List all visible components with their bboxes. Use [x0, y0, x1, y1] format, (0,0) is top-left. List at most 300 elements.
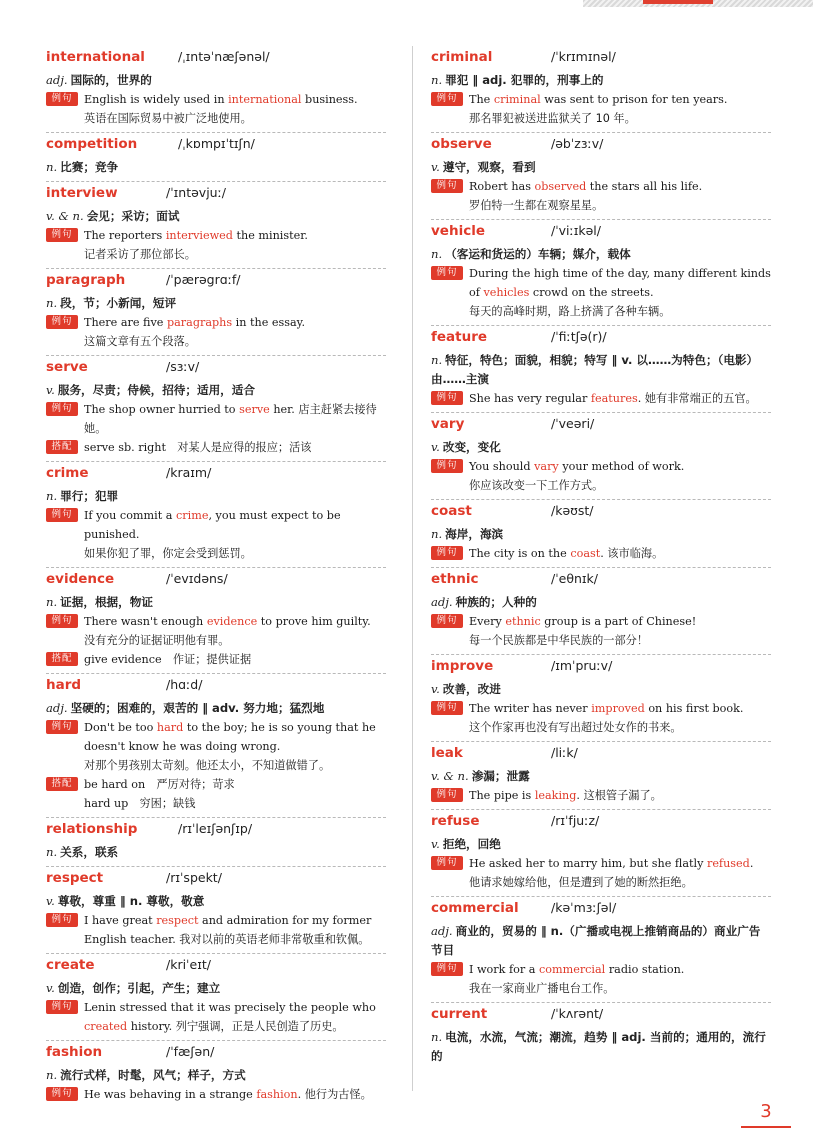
- example-keyword: paragraphs: [166, 316, 233, 329]
- headword: international: [46, 49, 145, 65]
- example-body: [469, 854, 771, 892]
- part-of-speech: v.: [46, 981, 55, 995]
- headword-line: [46, 571, 386, 593]
- example-tag: 例句: [431, 266, 463, 280]
- word-entry: [431, 500, 771, 568]
- word-entry: [431, 326, 771, 413]
- phonetic: /ˌɪntəˈnæʃənəl/: [178, 49, 270, 64]
- collocation-tag: 搭配: [46, 440, 78, 454]
- phonetic: /ˈeθnɪk/: [551, 571, 599, 586]
- example-chinese: 每一个民族都是中华民族的一部分！: [469, 634, 649, 647]
- word-entry: [46, 1041, 386, 1108]
- example-sentence: [431, 544, 771, 563]
- example-text: her. 店主赶紧去接待她。: [84, 403, 377, 435]
- example-sentence: [46, 1085, 386, 1104]
- example-text: radio station.: [605, 963, 685, 976]
- example-chinese: 没有充分的证据证明他有罪。: [84, 634, 230, 647]
- example-english: [469, 544, 771, 563]
- example-body: [469, 177, 771, 215]
- phonetic: /ˌkɒmpɪˈtɪʃn/: [178, 136, 255, 151]
- example-keyword: hard: [156, 721, 184, 734]
- example-text: the stars all his life.: [586, 180, 703, 193]
- headword: coast: [431, 503, 472, 519]
- word-entry: [46, 954, 386, 1041]
- part-of-speech: v.: [431, 837, 440, 851]
- part-of-speech: v.: [46, 894, 55, 908]
- example-body: [84, 911, 386, 949]
- example-body: [84, 506, 386, 563]
- definition: [431, 351, 771, 389]
- example-text: group is a part of Chinese!: [540, 615, 697, 628]
- example-text: . 他行为古怪。: [297, 1088, 372, 1101]
- example-keyword: improved: [591, 702, 645, 715]
- phonetic: /kriˈeɪt/: [166, 957, 211, 972]
- example-sentence: [431, 699, 771, 737]
- example-english: [84, 226, 386, 245]
- part-of-speech: adj.: [431, 924, 453, 938]
- headword-line: [431, 900, 771, 922]
- example-english: [84, 313, 386, 332]
- word-entry: [431, 568, 771, 655]
- headword: crime: [46, 465, 89, 481]
- example-text: . 她有非常端正的五官。: [637, 392, 757, 405]
- definition: [431, 922, 771, 960]
- headword-line: [431, 503, 771, 525]
- example-keyword: respect: [156, 914, 199, 927]
- word-entry: [46, 818, 386, 867]
- phonetic: /rɪˈspekt/: [166, 870, 222, 885]
- example-chinese: 罗伯特一生都在观察星星。: [469, 199, 604, 212]
- example-sentence: [46, 313, 386, 351]
- definition-text: 段，节；小新闻，短评: [60, 296, 177, 310]
- headword: evidence: [46, 571, 115, 587]
- part-of-speech: n.: [46, 160, 58, 174]
- example-body: [469, 457, 771, 495]
- part-of-speech: n.: [431, 353, 443, 367]
- example-text: Robert has: [469, 180, 535, 193]
- example-chinese: 英语在国际贸易中被广泛地使用。: [84, 112, 252, 125]
- example-keyword: created: [84, 1020, 128, 1033]
- example-text: , you must expect to be punished.: [84, 509, 341, 541]
- part-of-speech: v.: [431, 682, 440, 696]
- example-keyword: serve: [239, 403, 270, 416]
- definition: [431, 593, 771, 612]
- word-entry: [431, 1003, 771, 1070]
- example-tag: 例句: [431, 179, 463, 193]
- example-sentence: [431, 389, 771, 408]
- word-entry: [46, 462, 386, 568]
- phonetic: /rɪˈleɪʃənʃɪp/: [178, 821, 253, 836]
- example-tag: 例句: [46, 614, 78, 628]
- phonetic: /hɑːd/: [166, 677, 203, 692]
- definition-text: 改善，改进: [442, 682, 501, 696]
- definition: [46, 979, 386, 998]
- part-of-speech: n.: [46, 845, 58, 859]
- example-chinese: 每天的高峰时期，路上挤满了各种车辆。: [469, 305, 671, 318]
- example-text: There are five: [84, 316, 167, 329]
- example-text: I work for a: [469, 963, 539, 976]
- example-tag: 例句: [431, 546, 463, 560]
- example-chinese: 我在一家商业广播电台工作。: [469, 982, 615, 995]
- part-of-speech: adj.: [46, 701, 68, 715]
- word-entry: [46, 182, 386, 269]
- word-entry: [46, 568, 386, 674]
- example-text: Every: [469, 615, 506, 628]
- headword: competition: [46, 136, 138, 152]
- example-chinese: 这个作家再也没有写出超过处女作的书来。: [469, 721, 682, 734]
- word-entry: [46, 133, 386, 182]
- phonetic: /ɪmˈpruːv/: [551, 658, 613, 673]
- definition-text: 比赛；竞争: [60, 160, 119, 174]
- example-text: There wasn't enough: [84, 615, 207, 628]
- example-tag: 例句: [46, 315, 78, 329]
- collocation-line: give evidence 作证；提供证据: [84, 653, 252, 666]
- example-tag: 例句: [431, 962, 463, 976]
- example-tag: 例句: [46, 92, 78, 106]
- example-english: [469, 960, 771, 979]
- headword-line: [46, 185, 386, 207]
- top-decorative-band: [583, 0, 813, 7]
- definition: [46, 699, 386, 718]
- headword-line: [431, 136, 771, 158]
- example-text: You should: [469, 460, 535, 473]
- example-body: [469, 612, 771, 650]
- collocation: [46, 775, 386, 813]
- example-sentence: [46, 400, 386, 438]
- definition: [431, 71, 771, 90]
- example-text: The city is on the: [469, 547, 571, 560]
- example-chinese: 他请求她嫁给他，但是遭到了她的断然拒绝。: [469, 876, 693, 889]
- headword-line: [46, 136, 386, 158]
- example-text: If you commit a: [84, 509, 177, 522]
- example-text: on his first book.: [644, 702, 744, 715]
- headword-line: [46, 359, 386, 381]
- example-text: She has very regular: [469, 392, 591, 405]
- example-tag: 例句: [46, 402, 78, 416]
- example-sentence: [46, 998, 386, 1036]
- word-entry: [46, 867, 386, 954]
- headword-line: [431, 813, 771, 835]
- example-keyword: criminal: [493, 93, 541, 106]
- phonetic: /ˈkrɪmɪnəl/: [551, 49, 616, 64]
- example-text: .: [749, 857, 754, 870]
- phonetic: /liːk/: [551, 745, 578, 760]
- example-tag: 例句: [46, 1000, 78, 1014]
- collocation-tag: 搭配: [46, 652, 78, 666]
- example-english: [84, 506, 386, 544]
- example-keyword: interviewed: [165, 229, 233, 242]
- example-body: [84, 612, 386, 650]
- example-tag: 例句: [431, 788, 463, 802]
- example-sentence: [431, 457, 771, 495]
- headword: feature: [431, 329, 488, 345]
- example-body: [469, 960, 771, 998]
- word-entry: [431, 655, 771, 742]
- example-text: history. 列宁强调，正是人民创造了历史。: [127, 1020, 344, 1033]
- definition: [431, 525, 771, 544]
- definition: [431, 767, 771, 786]
- example-text: English is widely used in: [84, 93, 229, 106]
- example-tag: 例句: [431, 614, 463, 628]
- definition: [46, 294, 386, 313]
- headword-line: [431, 571, 771, 593]
- example-body: [469, 264, 771, 321]
- headword: current: [431, 1006, 488, 1022]
- word-entry: [431, 133, 771, 220]
- part-of-speech: n.: [46, 1068, 58, 1082]
- example-english: [84, 612, 386, 631]
- headword: hard: [46, 677, 82, 693]
- example-english: [84, 400, 386, 438]
- example-body: [84, 998, 386, 1036]
- headword-line: [46, 677, 386, 699]
- definition: [46, 71, 386, 90]
- column-divider: [412, 46, 413, 1091]
- example-english: [469, 854, 771, 873]
- definition-text: 服务，尽责；侍候，招待；适用，适合: [57, 383, 255, 397]
- example-chinese: 你应该改变一下工作方式。: [469, 479, 604, 492]
- collocation-line: serve sb. right 对某人是应得的报应；活该: [84, 441, 312, 454]
- example-text: The shop owner hurried to: [84, 403, 240, 416]
- definition-text: 国际的，世界的: [70, 73, 152, 87]
- phonetic: /kraɪm/: [166, 465, 212, 480]
- example-tag: 例句: [46, 720, 78, 734]
- example-sentence: [431, 612, 771, 650]
- example-body: [469, 90, 771, 128]
- definition-text: 遵守，观察，看到: [442, 160, 536, 174]
- definition-text: 种族的；人种的: [455, 595, 537, 609]
- part-of-speech: n.: [431, 1030, 443, 1044]
- example-keyword: coast: [570, 547, 601, 560]
- definition-text: 会见；采访；面试: [86, 209, 180, 223]
- headword-line: [431, 329, 771, 351]
- example-body: [84, 400, 386, 438]
- example-english: [469, 90, 771, 109]
- collocation-body: [84, 775, 386, 813]
- example-tag: 例句: [46, 913, 78, 927]
- collocation-tag: 搭配: [46, 777, 78, 791]
- example-english: [469, 699, 771, 718]
- headword-line: [46, 49, 386, 71]
- headword: ethnic: [431, 571, 479, 587]
- example-text: business.: [301, 93, 358, 106]
- right-column: [431, 46, 771, 1070]
- example-tag: 例句: [431, 92, 463, 106]
- left-column: [46, 46, 386, 1108]
- example-sentence: [46, 226, 386, 264]
- headword: improve: [431, 658, 494, 674]
- top-red-accent: [643, 0, 713, 4]
- example-sentence: [46, 911, 386, 949]
- definition-text: 尊敬，尊重 ‖ n. 尊敬，敬意: [57, 894, 205, 908]
- part-of-speech: n.: [431, 73, 443, 87]
- word-entry: [46, 46, 386, 133]
- part-of-speech: v. & n.: [431, 769, 469, 783]
- example-sentence: [46, 506, 386, 563]
- example-english: [469, 457, 771, 476]
- example-body: [469, 544, 771, 563]
- headword: criminal: [431, 49, 493, 65]
- definition: [431, 245, 771, 264]
- example-sentence: [431, 786, 771, 805]
- word-entry: [46, 269, 386, 356]
- example-tag: 例句: [431, 391, 463, 405]
- headword-line: [431, 416, 771, 438]
- word-entry: [46, 356, 386, 462]
- example-english: [84, 90, 386, 109]
- definition: [431, 1028, 771, 1066]
- part-of-speech: n.: [46, 296, 58, 310]
- headword: create: [46, 957, 95, 973]
- example-english: [469, 612, 771, 631]
- example-body: [469, 699, 771, 737]
- definition-text: 流行式样，时髦，风气；样子，方式: [60, 1068, 246, 1082]
- example-tag: 例句: [46, 1087, 78, 1101]
- definition: [46, 207, 386, 226]
- example-text: your method of work.: [558, 460, 685, 473]
- example-keyword: vehicles: [483, 286, 530, 299]
- example-keyword: crime: [176, 509, 209, 522]
- example-text: The pipe is: [469, 789, 535, 802]
- example-text: The reporters: [84, 229, 166, 242]
- phonetic: /əbˈzɜːv/: [551, 136, 604, 151]
- definition-text: 改变，变化: [442, 440, 501, 454]
- example-tag: 例句: [46, 508, 78, 522]
- definition-text: 证据，根据，物证: [60, 595, 153, 609]
- part-of-speech: v. & n.: [46, 209, 84, 223]
- headword: serve: [46, 359, 88, 375]
- example-text: crowd on the streets.: [529, 286, 654, 299]
- phonetic: /ˈveəri/: [551, 416, 595, 431]
- example-text: was sent to prison for ten years.: [540, 93, 728, 106]
- example-text: He was behaving in a strange: [84, 1088, 257, 1101]
- definition-text: 商业的，贸易的 ‖ n.（广播或电视上推销商品的）商业广告节目: [431, 924, 761, 957]
- headword-line: [46, 870, 386, 892]
- definition-text: 创造，创作；引起，产生；建立: [57, 981, 221, 995]
- collocation-line: be hard on 严厉对待；苛求: [84, 778, 235, 791]
- definition: [46, 487, 386, 506]
- example-body: [84, 718, 386, 775]
- example-keyword: refused: [706, 857, 750, 870]
- phonetic: /rɪˈfjuːz/: [551, 813, 600, 828]
- example-text: Don't be too: [84, 721, 157, 734]
- definition: [46, 892, 386, 911]
- example-sentence: [431, 177, 771, 215]
- headword-line: [46, 272, 386, 294]
- definition: [431, 158, 771, 177]
- example-sentence: [431, 90, 771, 128]
- phonetic: /sɜːv/: [166, 359, 200, 374]
- headword: paragraph: [46, 272, 126, 288]
- example-keyword: features: [590, 392, 638, 405]
- headword: relationship: [46, 821, 138, 837]
- definition-text: 坚硬的；困难的，艰苦的 ‖ adv. 努力地；猛烈地: [70, 701, 325, 715]
- headword: vehicle: [431, 223, 485, 239]
- definition: [46, 381, 386, 400]
- word-entry: [46, 674, 386, 818]
- headword: commercial: [431, 900, 519, 916]
- example-text: and admiration for my former English teacher. 我对以前的英语老师非常敬重和钦佩。: [84, 914, 372, 946]
- word-entry: [431, 220, 771, 326]
- word-entry: [431, 897, 771, 1003]
- example-body: [469, 389, 771, 408]
- phonetic: /ˈkʌrənt/: [551, 1006, 604, 1021]
- headword: fashion: [46, 1044, 103, 1060]
- example-keyword: international: [228, 93, 302, 106]
- example-text: The: [469, 93, 494, 106]
- part-of-speech: n.: [431, 247, 443, 261]
- part-of-speech: adj.: [431, 595, 453, 609]
- headword: vary: [431, 416, 465, 432]
- example-sentence: [431, 264, 771, 321]
- phonetic: /ˈfiːtʃə(r)/: [551, 329, 607, 344]
- part-of-speech: v.: [431, 440, 440, 454]
- example-keyword: ethnic: [505, 615, 541, 628]
- example-text: to the boy; he is so young that he doesn't know he was doing wrong.: [84, 721, 376, 753]
- example-text: . 该市临海。: [600, 547, 664, 560]
- example-chinese: 这篇文章有五个段落。: [84, 335, 196, 348]
- example-text: the minister.: [232, 229, 308, 242]
- example-english: [469, 177, 771, 196]
- definition: [46, 158, 386, 177]
- definition: [46, 843, 386, 862]
- definition: [431, 835, 771, 854]
- example-chinese: 那名罪犯被送进监狱关了 10 年。: [469, 112, 636, 125]
- phonetic: /ˈɪntəvjuː/: [166, 185, 227, 200]
- example-body: [469, 786, 771, 805]
- phonetic: /ˈviːɪkəl/: [551, 223, 601, 238]
- example-keyword: vary: [534, 460, 559, 473]
- example-body: [84, 90, 386, 128]
- collocation-body: [84, 650, 386, 669]
- headword-line: [46, 465, 386, 487]
- definition-text: 罪行；犯罪: [60, 489, 119, 503]
- phonetic: /kəˈmɜːʃəl/: [551, 900, 617, 915]
- example-keyword: observed: [534, 180, 587, 193]
- example-english: [84, 911, 386, 949]
- definition-text: 电流，水流，气流；潮流，趋势 ‖ adj. 当前的；通用的，流行的: [431, 1030, 766, 1063]
- example-sentence: [431, 854, 771, 892]
- example-text: to prove him guilty.: [257, 615, 371, 628]
- phonetic: /kəʊst/: [551, 503, 594, 518]
- example-sentence: [46, 718, 386, 775]
- headword: refuse: [431, 813, 480, 829]
- headword-line: [46, 957, 386, 979]
- example-english: [469, 389, 771, 408]
- word-entry: [431, 413, 771, 500]
- headword-line: [431, 658, 771, 680]
- definition-text: 拒绝，回绝: [442, 837, 501, 851]
- example-text: . 这根管子漏了。: [576, 789, 662, 802]
- definition-text: 海岸，海滨: [445, 527, 504, 541]
- example-sentence: [46, 612, 386, 650]
- example-chinese: 对那个男孩别太苛刻。他还太小，不知道做错了。: [84, 759, 331, 772]
- example-english: [84, 998, 386, 1036]
- example-tag: 例句: [46, 228, 78, 242]
- definition-text: 渗漏；泄露: [471, 769, 530, 783]
- part-of-speech: v.: [46, 383, 55, 397]
- definition-text: （客运和货运的）车辆；媒介，载体: [445, 247, 631, 261]
- headword-line: [431, 1006, 771, 1028]
- example-english: [469, 786, 771, 805]
- word-entry: [431, 46, 771, 133]
- example-sentence: [431, 960, 771, 998]
- phonetic: /ˈpærəgrɑːf/: [166, 272, 241, 287]
- example-text: He asked her to marry him, but she flatly: [469, 857, 707, 870]
- headword-line: [431, 49, 771, 71]
- example-tag: 例句: [431, 459, 463, 473]
- part-of-speech: n.: [46, 489, 58, 503]
